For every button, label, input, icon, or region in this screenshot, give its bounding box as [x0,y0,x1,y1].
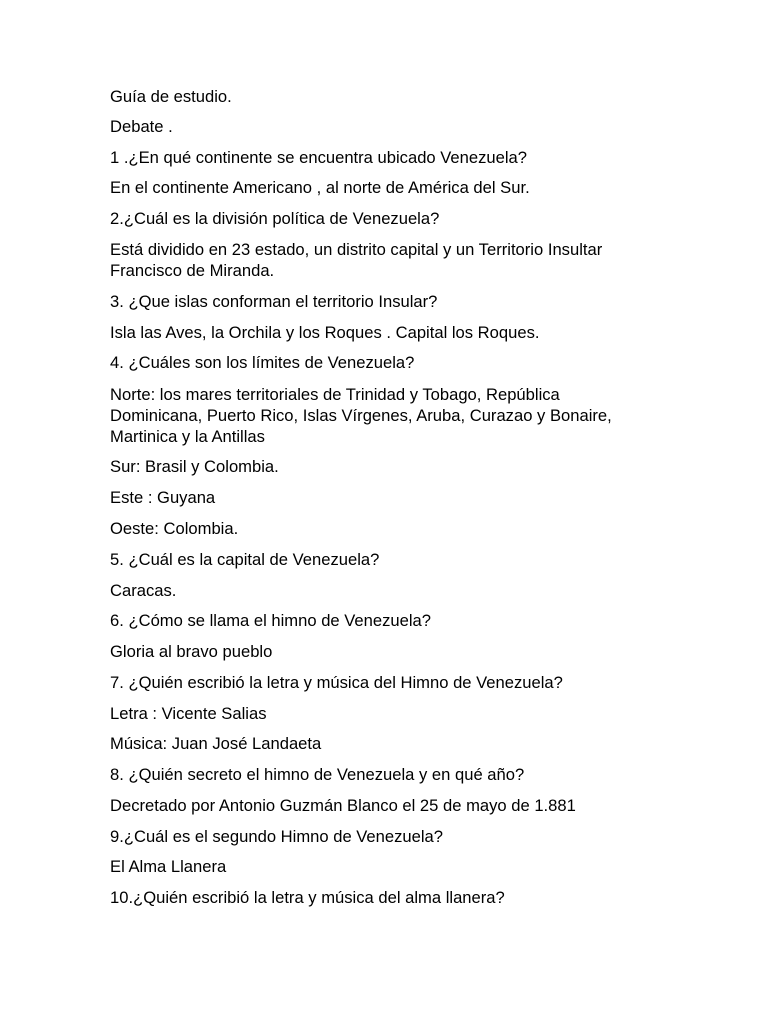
answer-1: En el continente Americano , al norte de América del Sur. [110,178,530,197]
answer-8: Decretado por Antonio Guzmán Blanco el 25 de mayo de 1.881 [110,796,576,815]
answer-9: El Alma Llanera [110,857,227,876]
heading-guia: Guía de estudio. [110,87,232,106]
answer-7-music: Música: Juan José Landaeta [110,734,322,753]
question-6: 6. ¿Cómo se llama el himno de Venezuela? [110,611,431,630]
question-2: 2.¿Cuál es la división política de Venezuela? [110,209,440,228]
answer-4-north-line-3: Martinica y la Antillas [110,427,265,446]
answer-7-lyrics: Letra : Vicente Salias [110,704,267,723]
question-3: 3. ¿Que islas conforman el territorio Insular? [110,292,438,311]
answer-6: Gloria al bravo pueblo [110,642,273,661]
answer-4-south: Sur: Brasil y Colombia. [110,457,279,476]
question-1: 1 .¿En qué continente se encuentra ubicado Venezuela? [110,148,527,167]
answer-5: Caracas. [110,581,177,600]
question-9: 9.¿Cuál es el segundo Himno de Venezuela? [110,827,444,846]
answer-4-west: Oeste: Colombia. [110,519,239,538]
question-4: 4. ¿Cuáles son los límites de Venezuela? [110,353,415,372]
answer-3: Isla las Aves, la Orchila y los Roques . Capital los Roques. [110,323,540,342]
question-7: 7. ¿Quién escribió la letra y música del Himno de Venezuela? [110,673,563,692]
heading-debate: Debate . [110,117,173,136]
answer-4-north-line-1: Norte: los mares territoriales de Trinidad y Tobago, República [110,385,560,404]
answer-2-line-2: Francisco de Miranda. [110,261,275,280]
answer-2-line-1: Está dividido en 23 estado, un distrito capital y un Territorio Insultar [110,240,603,259]
answer-4-north-line-2: Dominicana, Puerto Rico, Islas Vírgenes, Aruba, Curazao y Bonaire, [110,406,612,425]
question-8: 8. ¿Quién secreto el himno de Venezuela y en qué año? [110,765,525,784]
answer-4-east: Este : Guyana [110,488,216,507]
question-5: 5. ¿Cuál es la capital de Venezuela? [110,550,380,569]
question-10: 10.¿Quién escribió la letra y música del alma llanera? [110,888,505,907]
